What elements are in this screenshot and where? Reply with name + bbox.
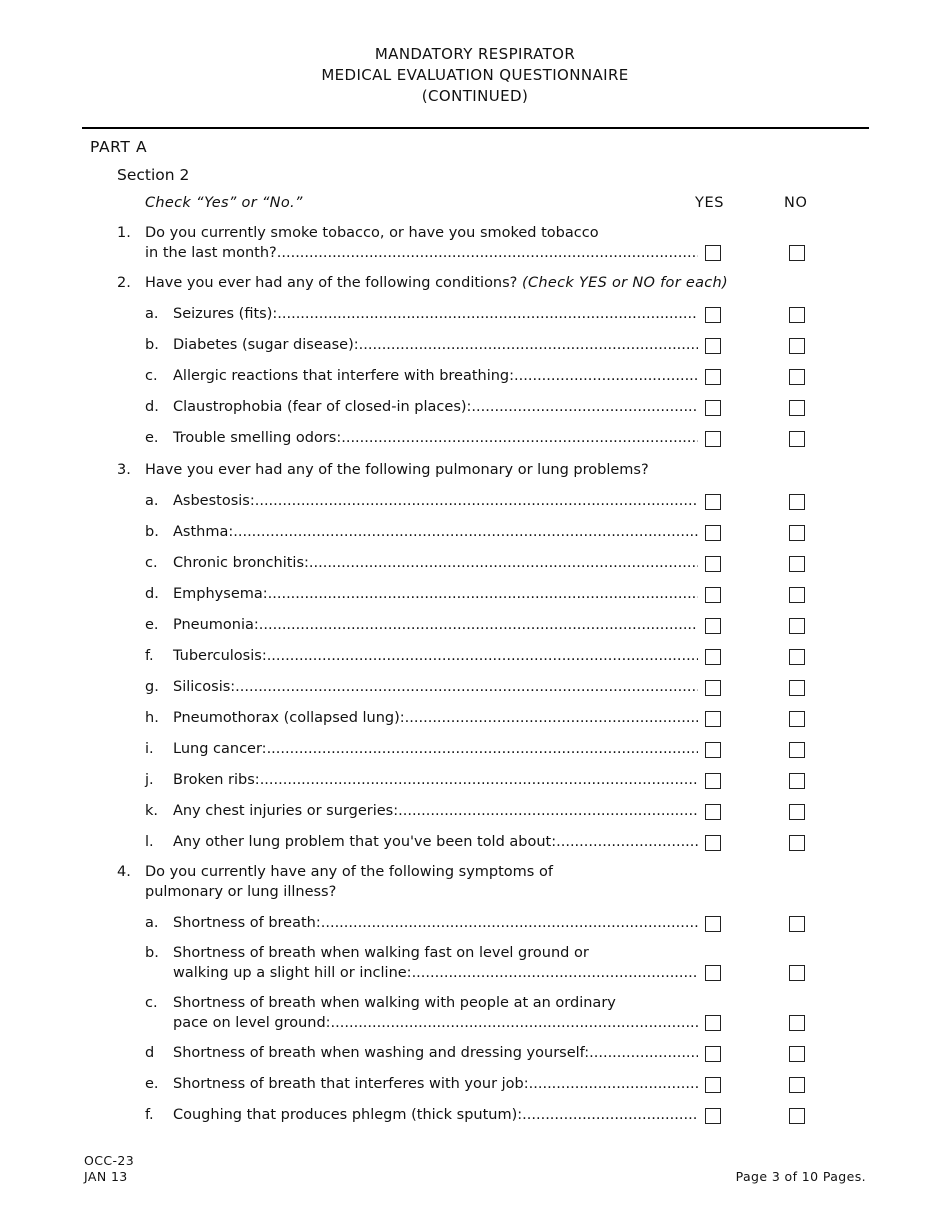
dot-leader: [514, 366, 698, 386]
item-letter: c.: [145, 368, 158, 384]
item-text: Shortness of breath when walking with people at an ordinary: [173, 995, 616, 1011]
question-1: [145, 223, 698, 263]
q4a-yes-checkbox[interactable]: [705, 916, 721, 932]
item-text: Emphysema:: [173, 586, 268, 602]
question-number: 2.: [117, 275, 131, 291]
item-text: Asbestosis:: [173, 493, 255, 509]
item-letter: i.: [145, 741, 154, 757]
q3i-no-checkbox[interactable]: [789, 742, 805, 758]
q3a-yes-checkbox[interactable]: [705, 494, 721, 510]
q3a-no-checkbox[interactable]: [789, 494, 805, 510]
q4c-yes-checkbox[interactable]: [705, 1015, 721, 1031]
q4b-no-checkbox[interactable]: [789, 965, 805, 981]
question-number: 1.: [117, 225, 131, 241]
item-4e: [173, 1074, 698, 1094]
item-text: walking up a slight hill or incline:: [173, 965, 412, 981]
q2c-no-checkbox[interactable]: [789, 369, 805, 385]
item-2a: [173, 304, 698, 324]
q2a-no-checkbox[interactable]: [789, 307, 805, 323]
item-3b: [173, 522, 698, 542]
question-text-row: [145, 243, 698, 263]
q4f-yes-checkbox[interactable]: [705, 1108, 721, 1124]
dot-leader: [522, 1105, 698, 1125]
question-text: Do you currently smoke tobacco, or have you smoked tobacco: [145, 225, 599, 241]
item-letter: f.: [145, 648, 154, 664]
item-text: Broken ribs:: [173, 772, 260, 788]
q4b-yes-checkbox[interactable]: [705, 965, 721, 981]
q3g-no-checkbox[interactable]: [789, 680, 805, 696]
no-column-header: NO: [784, 195, 808, 211]
dot-leader: [589, 1043, 698, 1063]
q2b-yes-checkbox[interactable]: [705, 338, 721, 354]
question-text: Have you ever had any of the following conditions?: [145, 275, 518, 291]
form-id: OCC-23: [84, 1153, 135, 1168]
item-3g: [173, 677, 698, 697]
item-text: Coughing that produces phlegm (thick sputum):: [173, 1107, 523, 1123]
item-3l: [173, 832, 698, 852]
q3e-yes-checkbox[interactable]: [705, 618, 721, 634]
q1-no-checkbox[interactable]: [789, 245, 805, 261]
q3k-yes-checkbox[interactable]: [705, 804, 721, 820]
item-letter: b.: [145, 524, 159, 540]
dot-leader: [529, 1074, 698, 1094]
item-text: Chronic bronchitis:: [173, 555, 309, 571]
yes-column-header: YES: [695, 195, 725, 211]
form-date: JAN 13: [84, 1169, 128, 1184]
question-text: pulmonary or lung illness?: [145, 884, 337, 900]
q3h-yes-checkbox[interactable]: [705, 711, 721, 727]
q2d-yes-checkbox[interactable]: [705, 400, 721, 416]
item-text: Claustrophobia (fear of closed-in places):: [173, 399, 472, 415]
header-divider: [82, 127, 869, 129]
item-text: Pneumonia:: [173, 617, 259, 633]
dot-leader: [255, 491, 698, 511]
q3g-yes-checkbox[interactable]: [705, 680, 721, 696]
item-text: Silicosis:: [173, 679, 236, 695]
item-letter: e.: [145, 617, 159, 633]
item-3a: [173, 491, 698, 511]
q4e-no-checkbox[interactable]: [789, 1077, 805, 1093]
item-3i: [173, 739, 698, 759]
item-4c: [173, 993, 698, 1033]
q3j-yes-checkbox[interactable]: [705, 773, 721, 789]
item-3c: [173, 553, 698, 573]
q2b-no-checkbox[interactable]: [789, 338, 805, 354]
q3b-yes-checkbox[interactable]: [705, 525, 721, 541]
dot-leader: [260, 770, 698, 790]
q2e-yes-checkbox[interactable]: [705, 431, 721, 447]
q2a-yes-checkbox[interactable]: [705, 307, 721, 323]
item-text: Trouble smelling odors:: [173, 430, 342, 446]
item-3j: [173, 770, 698, 790]
q4e-yes-checkbox[interactable]: [705, 1077, 721, 1093]
item-3f: [173, 646, 698, 666]
q3d-no-checkbox[interactable]: [789, 587, 805, 603]
q3c-no-checkbox[interactable]: [789, 556, 805, 572]
page-number: Page 3 of 10 Pages.: [735, 1169, 866, 1184]
part-heading: PART A: [90, 138, 148, 156]
item-text: Lung cancer:: [173, 741, 267, 757]
dot-leader: [309, 553, 698, 573]
q4d-yes-checkbox[interactable]: [705, 1046, 721, 1062]
dot-leader: [277, 243, 698, 263]
item-letter: d.: [145, 586, 159, 602]
question-2: [145, 273, 728, 293]
item-letter: h.: [145, 710, 159, 726]
question-4: [145, 862, 698, 902]
item-letter: a.: [145, 306, 159, 322]
item-text: Tuberculosis:: [173, 648, 267, 664]
dot-leader: [267, 646, 698, 666]
item-letter: c.: [145, 555, 158, 571]
item-letter: a.: [145, 915, 159, 931]
item-text: Shortness of breath that interferes with your job:: [173, 1076, 529, 1092]
item-letter: e.: [145, 430, 159, 446]
item-4a: [173, 913, 698, 933]
question-number: 4.: [117, 864, 131, 880]
q4f-no-checkbox[interactable]: [789, 1108, 805, 1124]
item-letter: j.: [145, 772, 154, 788]
item-3h: [173, 708, 698, 728]
question-text: in the last month?: [145, 245, 277, 261]
q3h-no-checkbox[interactable]: [789, 711, 805, 727]
item-3d: [173, 584, 698, 604]
item-2d: [173, 397, 698, 417]
q2c-yes-checkbox[interactable]: [705, 369, 721, 385]
item-letter: b.: [145, 337, 159, 353]
dot-leader: [331, 1013, 698, 1033]
q3i-yes-checkbox[interactable]: [705, 742, 721, 758]
instruction-text: Check “Yes” or “No.”: [145, 195, 303, 211]
dot-leader: [235, 677, 698, 697]
item-2c: [173, 366, 698, 386]
item-text: pace on level ground:: [173, 1015, 331, 1031]
item-letter: e.: [145, 1076, 159, 1092]
dot-leader: [233, 522, 698, 542]
q3f-yes-checkbox[interactable]: [705, 649, 721, 665]
dot-leader: [471, 397, 698, 417]
item-3e: [173, 615, 698, 635]
question-note: (Check YES or NO for each): [522, 275, 728, 291]
item-text: Pneumothorax (collapsed lung):: [173, 710, 405, 726]
dot-leader: [556, 832, 698, 852]
form-title-line3: (CONTINUED): [421, 87, 529, 105]
dot-leader: [268, 584, 698, 604]
q3l-no-checkbox[interactable]: [789, 835, 805, 851]
item-4d: [173, 1043, 698, 1063]
item-4b: [173, 943, 698, 983]
item-letter: g.: [145, 679, 159, 695]
form-title-line1: MANDATORY RESPIRATOR: [374, 45, 576, 63]
item-letter: d.: [145, 399, 159, 415]
q3l-yes-checkbox[interactable]: [705, 835, 721, 851]
item-text-row: [173, 963, 698, 983]
item-letter: b.: [145, 945, 159, 961]
dot-leader: [341, 428, 698, 448]
section-heading: Section 2: [117, 166, 190, 184]
item-letter: k.: [145, 803, 159, 819]
dot-leader: [398, 801, 698, 821]
dot-leader: [359, 335, 698, 355]
item-letter: d: [145, 1045, 155, 1061]
item-text: Diabetes (sugar disease):: [173, 337, 359, 353]
dot-leader: [277, 304, 698, 324]
item-text: Allergic reactions that interfere with breathing:: [173, 368, 515, 384]
dot-leader: [267, 739, 698, 759]
q2d-no-checkbox[interactable]: [789, 400, 805, 416]
item-letter: f.: [145, 1107, 154, 1123]
q3f-no-checkbox[interactable]: [789, 649, 805, 665]
q4d-no-checkbox[interactable]: [789, 1046, 805, 1062]
item-2b: [173, 335, 698, 355]
q1-yes-checkbox[interactable]: [705, 245, 721, 261]
q3k-no-checkbox[interactable]: [789, 804, 805, 820]
question-3: Have you ever had any of the following pulmonary or lung problems?: [145, 462, 649, 478]
item-letter: c.: [145, 995, 158, 1011]
q4c-no-checkbox[interactable]: [789, 1015, 805, 1031]
item-text: Shortness of breath when walking fast on level ground or: [173, 945, 589, 961]
q3d-yes-checkbox[interactable]: [705, 587, 721, 603]
dot-leader: [259, 615, 698, 635]
item-letter: l.: [145, 834, 154, 850]
item-text: Asthma:: [173, 524, 234, 540]
q4a-no-checkbox[interactable]: [789, 916, 805, 932]
item-text: Shortness of breath when washing and dressing yourself:: [173, 1045, 590, 1061]
item-2e: [173, 428, 698, 448]
item-letter: a.: [145, 493, 159, 509]
question-text: Do you currently have any of the following symptoms of: [145, 864, 553, 880]
item-4f: [173, 1105, 698, 1125]
q2e-no-checkbox[interactable]: [789, 431, 805, 447]
dot-leader: [405, 708, 698, 728]
item-text: Seizures (fits):: [173, 306, 278, 322]
item-text: Any chest injuries or surgeries:: [173, 803, 399, 819]
item-3k: [173, 801, 698, 821]
q3c-yes-checkbox[interactable]: [705, 556, 721, 572]
q3b-no-checkbox[interactable]: [789, 525, 805, 541]
dot-leader: [412, 963, 698, 983]
q3e-no-checkbox[interactable]: [789, 618, 805, 634]
item-text: Any other lung problem that you've been told about:: [173, 834, 557, 850]
item-text-row: [173, 1013, 698, 1033]
dot-leader: [321, 913, 698, 933]
item-text: Shortness of breath:: [173, 915, 321, 931]
form-title-line2: MEDICAL EVALUATION QUESTIONNAIRE: [321, 66, 629, 84]
q3j-no-checkbox[interactable]: [789, 773, 805, 789]
question-number: 3.: [117, 462, 131, 478]
